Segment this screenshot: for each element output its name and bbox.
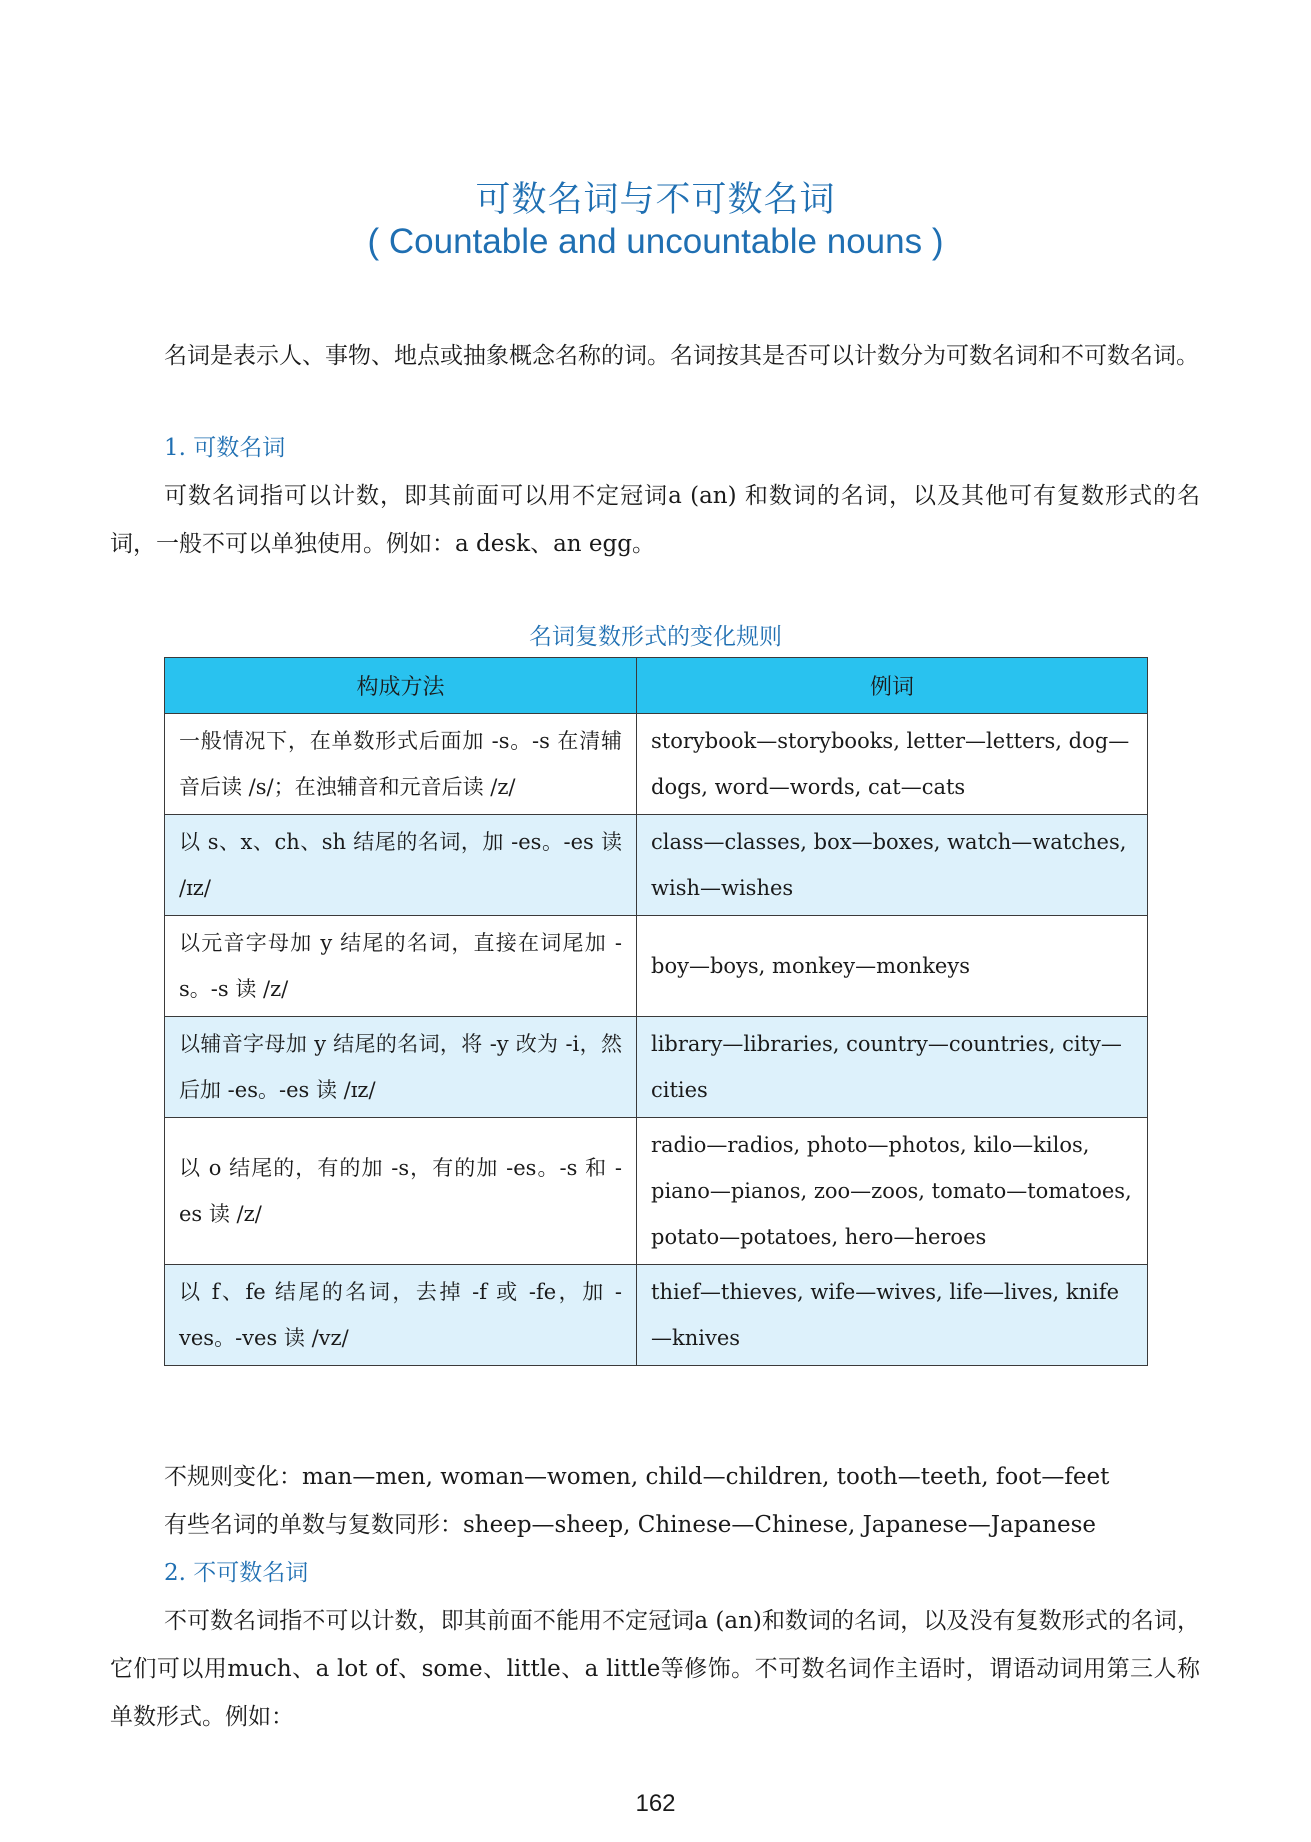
section-heading-countable: 1. 可数名词	[164, 435, 286, 461]
rule-examples: radio—radios, photo—photos, kilo—kilos, piano—pianos, zoo—zoos, tomato—tomatoes, potato—potatoes, hero—heroes	[637, 1118, 1148, 1265]
column-header-method: 构成方法	[165, 658, 637, 714]
rule-examples: library—libraries, country—countries, city—cities	[637, 1017, 1148, 1118]
plural-rules-table	[164, 657, 1148, 1366]
page-number: 162	[635, 1790, 676, 1817]
table-row	[165, 916, 1148, 1017]
rule-examples: storybook—storybooks, letter—letters, dog—dogs, word—words, cat—cats	[637, 714, 1148, 815]
table-header-row	[165, 658, 1148, 714]
table-row	[165, 1118, 1148, 1265]
countable-paragraph: 可数名词指可以计数，即其前面可以用不定冠词a (an) 和数词的名词，以及其他可有复数形式的名词，一般不可以单独使用。例如：a desk、an egg。	[110, 483, 1200, 557]
page-title-english: ( Countable and uncountable nouns )	[367, 222, 944, 261]
section-heading-uncountable: 2. 不可数名词	[164, 1560, 309, 1586]
irregular-plurals: 不规则变化：man—men, woman—women, child—children, tooth—teeth, foot—feet	[164, 1464, 1110, 1490]
table-row	[165, 815, 1148, 916]
table-caption: 名词复数形式的变化规则	[529, 624, 782, 650]
rule-method: 以元音字母加 y 结尾的名词，直接在词尾加 -s。-s 读 /z/	[165, 916, 637, 1017]
table-row	[165, 1017, 1148, 1118]
rule-examples: thief—thieves, wife—wives, life—lives, knife—knives	[637, 1265, 1148, 1366]
column-header-examples: 例词	[637, 658, 1148, 714]
page-title-chinese: 可数名词与不可数名词	[475, 180, 836, 220]
rule-method: 一般情况下，在单数形式后面加 -s。-s 在清辅音后读 /s/；在浊辅音和元音后读 /z/	[165, 714, 637, 815]
uncountable-paragraph: 不可数名词指不可以计数，即其前面不能用不定冠词a (an)和数词的名词，以及没有复数形式的名词，它们可以用much、a lot of、some、little、a little等修饰。不可数名词作主语时，谓语动词用第三人称单数形式。例如：	[110, 1608, 1200, 1730]
rule-examples: class—classes, box—boxes, watch—watches, wish—wishes	[637, 815, 1148, 916]
table-row	[165, 714, 1148, 815]
rule-method: 以 s、x、ch、sh 结尾的名词，加 -es。-es 读 /ɪz/	[165, 815, 637, 916]
intro-paragraph: 名词是表示人、事物、地点或抽象概念名称的词。名词按其是否可以计数分为可数名词和不可数名词。	[164, 343, 1199, 369]
rule-method: 以辅音字母加 y 结尾的名词，将 -y 改为 -i，然后加 -es。-es 读 /ɪz/	[165, 1017, 637, 1118]
same-form-plurals: 有些名词的单数与复数同形：sheep—sheep, Chinese—Chinese, Japanese—Japanese	[164, 1512, 1096, 1538]
rule-examples: boy—boys, monkey—monkeys	[637, 916, 1148, 1017]
rule-method: 以 o 结尾的，有的加 -s，有的加 -es。-s 和 -es 读 /z/	[165, 1118, 637, 1265]
table-row	[165, 1265, 1148, 1366]
rule-method: 以 f、fe 结尾的名词，去掉 -f 或 -fe，加 -ves。-ves 读 /vz/	[165, 1265, 637, 1366]
